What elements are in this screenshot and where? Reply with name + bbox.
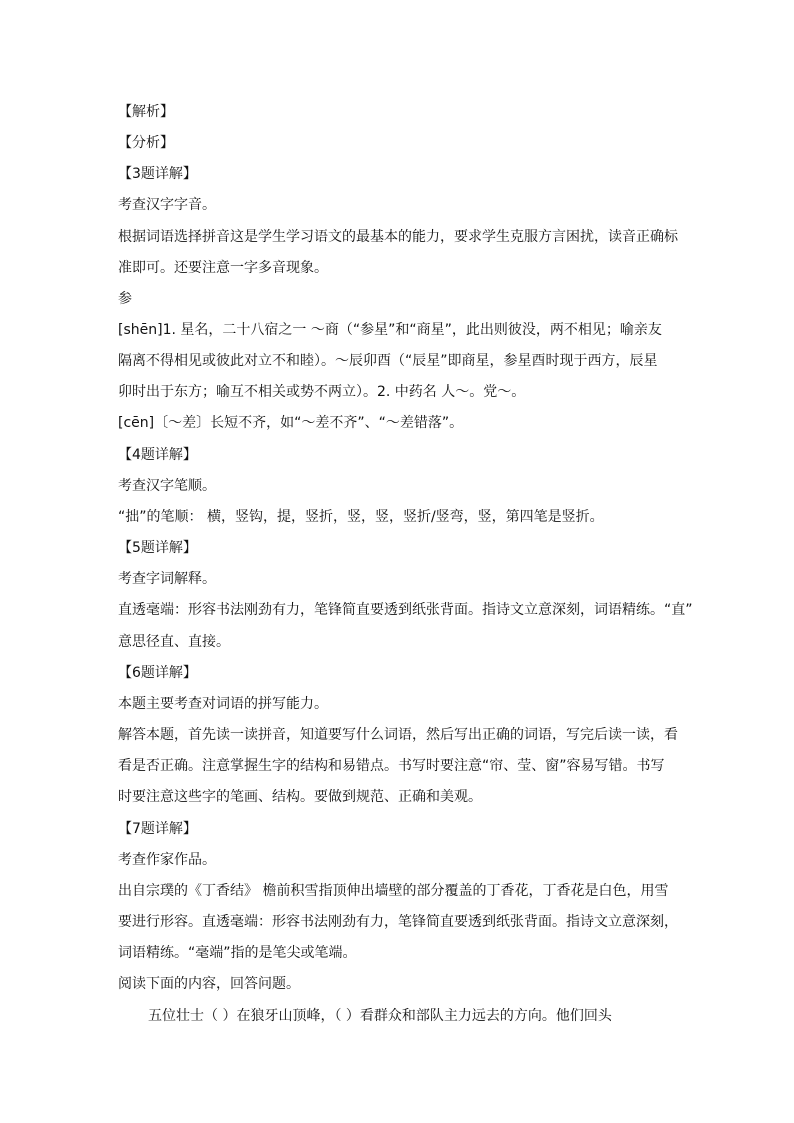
text-line: 看是否正确。注意掌握生字的结构和易错点。书写时要注意“帘、莹、窗”容易写错。书写 xyxy=(118,758,665,774)
text-line: 考查汉字字音。 xyxy=(118,197,216,213)
text-line: 意思径直、直接。 xyxy=(118,634,230,650)
text-line: 参 xyxy=(118,291,132,307)
text-line: 考查字词解释。 xyxy=(118,571,216,587)
heading-q6: 【6题详解】 xyxy=(118,665,197,681)
text-line: 准即可。还要注意一字多音现象。 xyxy=(118,260,328,276)
heading-q4: 【4题详解】 xyxy=(118,447,197,463)
text-line: 本题主要考查对词语的拼写能力。 xyxy=(118,696,328,712)
heading-fenxi: 【分析】 xyxy=(118,135,174,151)
text-line: 卯时出于东方；喻互不相关或势不两立）。2. 中药名 人～。党～。 xyxy=(118,384,526,400)
text-line: 考查作家作品。 xyxy=(118,852,216,868)
passage-line: 五位壮士（ ）在狼牙山顶峰，（ ）看群众和部队主力远去的方向。他们回头 xyxy=(148,1008,612,1024)
heading-q5: 【5题详解】 xyxy=(118,540,197,556)
text-line: 阅读下面的内容，回答问题。 xyxy=(118,976,300,992)
text-line: 词语精练。“毫端”指的是笔尖或笔端。 xyxy=(118,945,357,961)
heading-jiexi: 【解析】 xyxy=(118,104,174,120)
heading-q3: 【3题详解】 xyxy=(118,166,197,182)
text-line: 考查汉字笔顺。 xyxy=(118,478,216,494)
text-line: 隔离不得相见或彼此对立不和睦）。～辰卯酉（“辰星”即商星，参星酉时现于西方，辰星 xyxy=(118,353,658,369)
text-line: [cēn]〔～差〕长短不齐，如“～差不齐”、“～差错落”。 xyxy=(118,415,464,431)
heading-q7: 【7题详解】 xyxy=(118,821,197,837)
text-line: 解答本题，首先读一读拼音，知道要写什么词语，然后写出正确的词语，写完后读一读，看 xyxy=(118,727,678,743)
text-line: “拙”的笔顺： 横，竖钩，提，竖折，竖，竖，竖折/竖弯，竖，第四笔是竖折。 xyxy=(118,509,604,525)
text-line: 根据词语选择拼音这是学生学习语文的最基本的能力，要求学生克服方言困扰，读音正确标 xyxy=(118,229,678,245)
text-line: 时要注意这些字的笔画、结构。要做到规范、正确和美观。 xyxy=(118,789,482,805)
text-line: 要进行形容。直透毫端：形容书法刚劲有力，笔锋简直要透到纸张背面。指诗文立意深刻， xyxy=(118,914,678,930)
text-line: 出自宗璞的《丁香结》 檐前积雪指顶伸出墙壁的部分覆盖的丁香花，丁香花是白色，用雪 xyxy=(118,883,669,899)
text-line: 直透毫端：形容书法刚劲有力，笔锋简直要透到纸张背面。指诗文立意深刻，词语精练。“直” xyxy=(118,602,693,618)
text-line: [shēn]1. 星名，二十八宿之一 ～商（“参星”和“商星”，此出则彼没，两不相见；喻亲友 xyxy=(118,322,662,338)
